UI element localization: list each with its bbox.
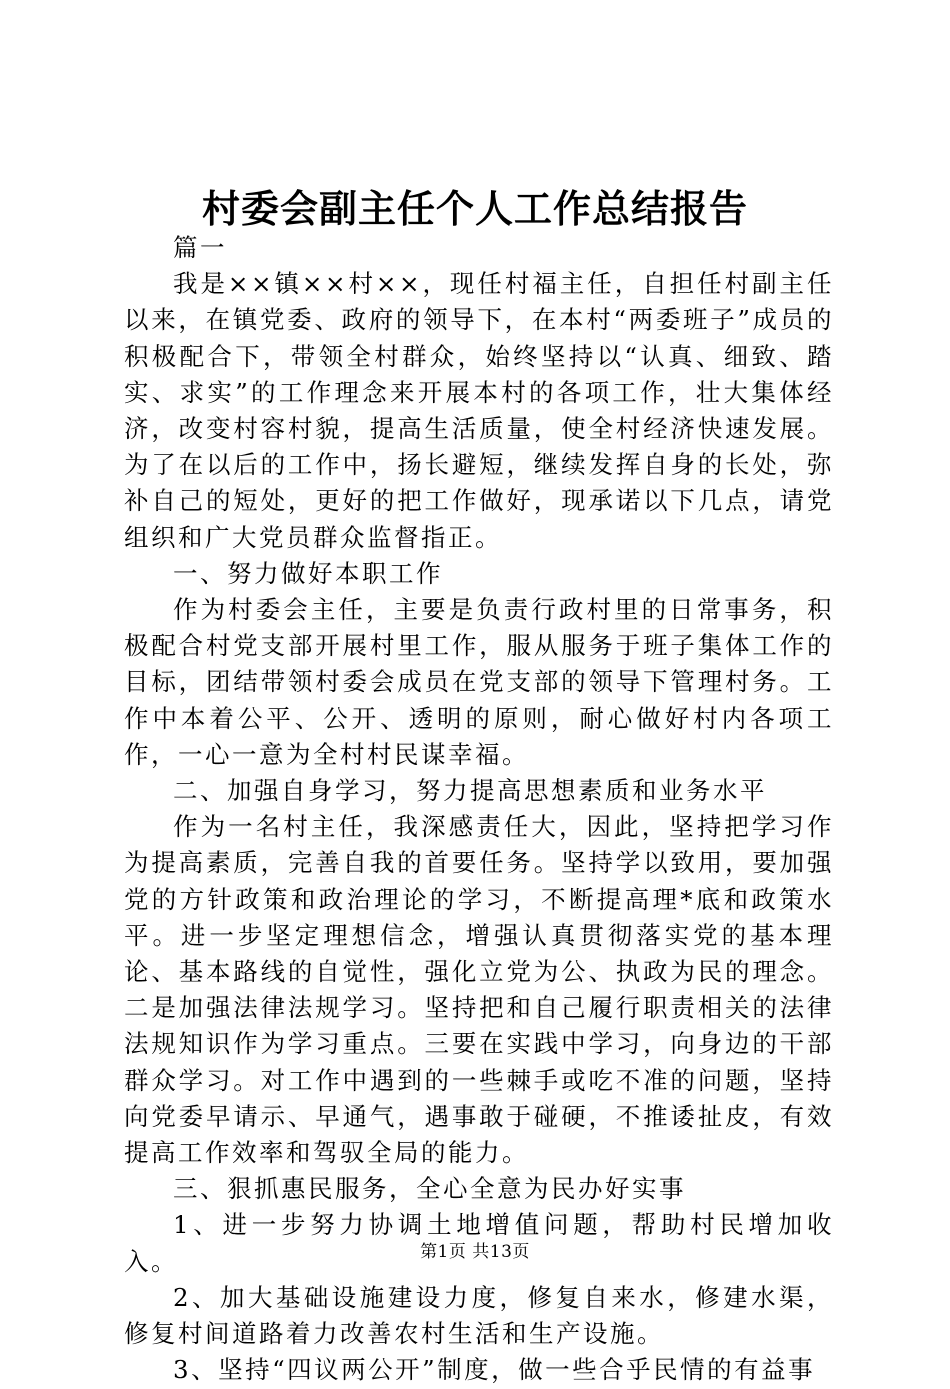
page-number: 第1页 共13页 bbox=[420, 1242, 530, 1262]
paragraph: 我是××镇××村××，现任村福主任，自担任村副主任以来，在镇党委、政府的领导下，在本村“两委班子”成员的积极配合下，带领全村群众，始终坚持以“认真、细致、踏实、求实”的工作理念来开展本村的各项工作，壮大集体经济，改变村容村貌，提高生活质量，使全村经济快速发展。为了在以后的工作中，扬长避短，继续发挥自身的长处，弥补自己的短处，更好的把工作做好，现承诺以下几点，请党组织和广大党员群众监督指正。 bbox=[124, 269, 834, 552]
paragraph: 作为村委会主任，主要是负责行政村里的日常事务，积极配合村党支部开展村里工作，服从服务于班子集体工作的目标，团结带领村委会成员在党支部的领导下管理村务。工作中本着公平、公开、透明的原则，耐心做好村内各项工作，一心一意为全村村民谋幸福。 bbox=[124, 595, 834, 769]
document-body bbox=[124, 230, 834, 1389]
section-heading: 二、加强自身学习，努力提高思想素质和业务水平 bbox=[173, 776, 767, 806]
section-heading: 三、狠抓惠民服务，全心全意为民办好实事 bbox=[173, 1174, 686, 1204]
section-label: 篇一 bbox=[173, 233, 227, 262]
document-title: 村委会副主任个人工作总结报告 bbox=[201, 186, 748, 231]
list-item: 2、加大基础设施建设力度，修复自来水，修建水渠，修复村间道路着力改善农村生活和生产设施。 bbox=[124, 1282, 834, 1349]
paragraph: 作为一名村主任，我深感责任大，因此，坚持把学习作为提高素质，完善自我的首要任务。坚持学以致用，要加强党的方针政策和政治理论的学习，不断提高理*底和政策水平。进一步坚定理想信念，增强认真贯彻落实党的基本理论、基本路线的自觉性，强化立党为公、执政为民的理念。二是加强法律法规学习。坚持把和自己履行职责相关的法律法规知识作为学习重点。三要在实践中学习，向身边的干部群众学习。对工作中遇到的一些棘手或吃不准的问题，坚持向党委早请示、早通气，遇事敢于碰硬，不推诿扯皮，有效提高工作效率和驾驭全局的能力。 bbox=[124, 812, 834, 1168]
section-heading: 一、努力做好本职工作 bbox=[173, 558, 443, 588]
list-item: 1、进一步努力协调土地增值问题，帮助村民增加收入。 bbox=[124, 1210, 834, 1276]
list-item: 3、坚持“四议两公开”制度，做一些合乎民情的有益事 bbox=[173, 1355, 816, 1385]
